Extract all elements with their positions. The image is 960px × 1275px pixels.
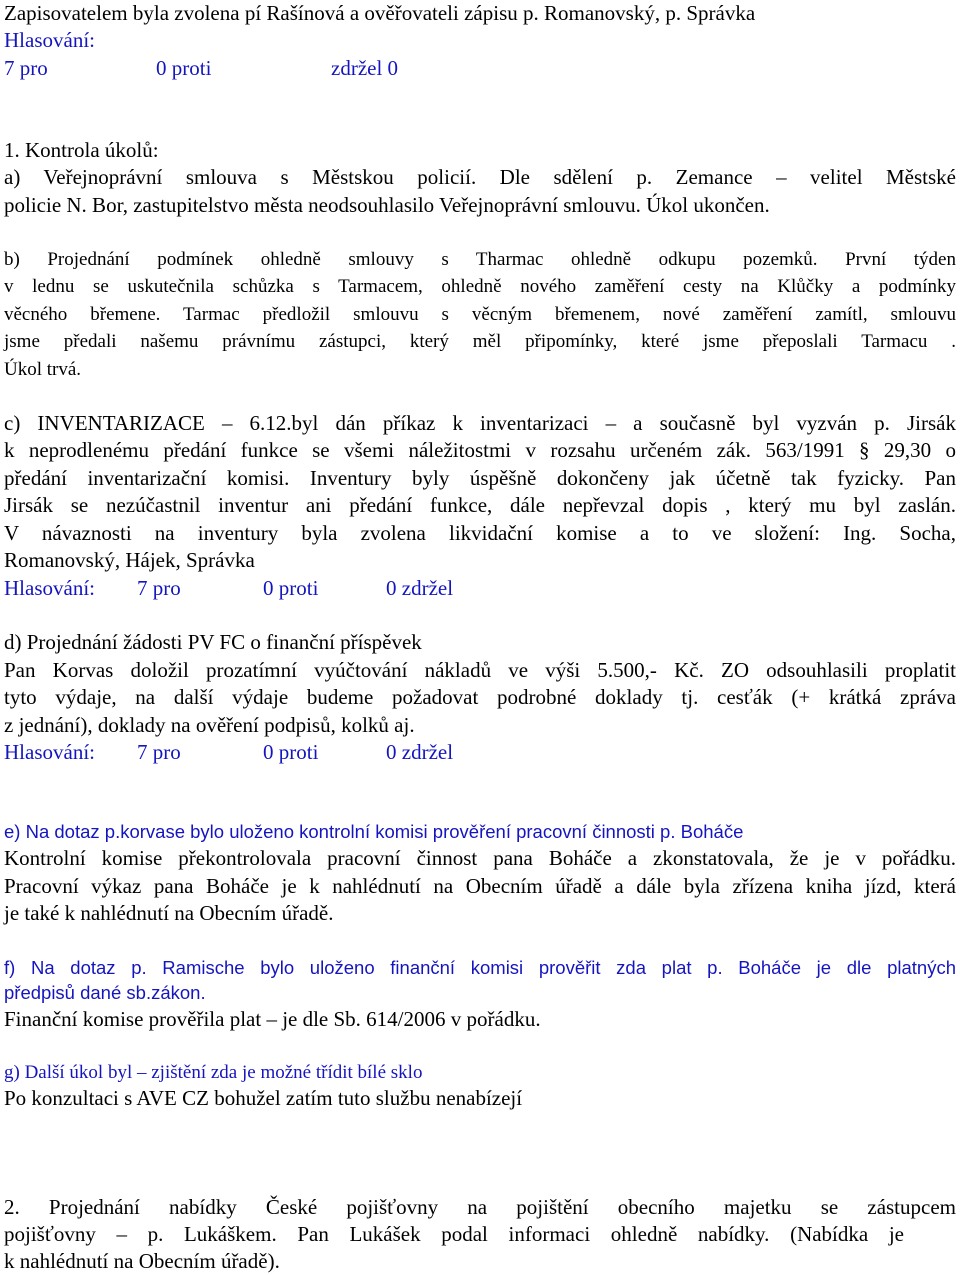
intro-text: Zapisovatelem byla zvolena pí Rašínová a ověřovateli zápisu p. Romanovský, p. Správka [4,1,756,25]
vote-1-label: Hlasování: [4,28,95,52]
item-c-line-6: Romanovský, Hájek, Správka [4,548,255,572]
item-b-line-4: jsme předali našemu právnímu zástupci, který měl připomínky, které jsme přeposlali Tarmacu . [4,331,956,352]
item-c-line-1: c) INVENTARIZACE – 6.12.byl dán příkaz k inventarizaci – a současně byl vyzván p. Jirsák [4,411,956,435]
item-e-line-2: Pracovní výkaz pana Boháče je k nahlédnutí na Obecním úřadě a dále byla zřízena kniha jízd, která [4,874,956,898]
vote-2 [4,575,604,602]
vote-1-pro: 7 pro [4,56,48,80]
section-2-line-3: k nahlédnutí na Obecním úřadě). [4,1249,280,1273]
item-a-line-2: policie N. Bor, zastupitelstvo města neodsouhlasilo Veřejnoprávní smlouvu. Úkol ukončen. [4,193,770,217]
item-f-title-line-2: předpisů dané sb.zákon. [4,982,206,1003]
item-c-line-4: Jirsák se nezúčastnil inventur ani předání funkce, dále nepřevzal dopis , který mu byl zaslán. [4,493,956,517]
item-a-line-1: a) Veřejnoprávní smlouva s Městskou policií. Dle sdělení p. Zemance – velitel Městské [4,165,956,189]
item-e-line-1: Kontrolní komise překontrolovala pracovní činnost pana Boháče a zkonstatovala, že je v pořádku. [4,846,956,870]
item-d-line-2: Pan Korvas doložil prozatímní vyúčtování nákladů ve výši 5.500,- Kč. ZO odsouhlasili proplatit [4,658,956,682]
vote-3-pro: 7 pro [137,740,181,764]
item-g-title: g) Další úkol byl – zjištění zda je možné třídit bílé sklo [4,1062,423,1083]
vote-2-proti: 0 proti [263,576,319,600]
item-b-line-3: věcného břemene. Tarmac předložil smlouvu s věcným břemenem, nové zaměření zamítl, smlouvu [4,304,956,325]
vote-1-proti: 0 proti [156,56,212,80]
item-b-line-5: Úkol trvá. [4,359,82,380]
item-d-line-4: z jednání), doklady na ověření podpisů, kolků aj. [4,713,415,737]
item-e-title: e) Na dotaz p.korvase bylo uloženo kontrolní komisi prověření pracovní činnosti p. Boháče [4,821,744,842]
vote-1-results [4,55,504,82]
item-c-line-5: V návaznosti na inventury byla zvolena likvidační komise a to ve složení: Ing. Socha, [4,521,956,545]
item-g-text: Po konzultaci s AVE CZ bohužel zatím tuto službu nenabízejí [4,1086,523,1110]
vote-2-pro: 7 pro [137,576,181,600]
section-2-line-1: 2. Projednání nabídky České pojišťovny na pojištění obecního majetku se zástupcem [4,1195,956,1219]
vote-3-proti: 0 proti [263,740,319,764]
vote-3 [4,739,604,766]
item-d-line-3: tyto výdaje, na další výdaje budeme požadovat podrobné doklady tj. cesťák (+ krátká zpráva [4,685,956,709]
vote-3-label: Hlasování: [4,740,95,764]
item-d-title: d) Projednání žádosti PV FC o finanční příspěvek [4,630,422,654]
item-b-line-2: v lednu se uskutečnila schůzka s Tarmacem, ohledně nového zaměření cesty na Klůčky a podmínky [4,276,956,297]
section-1-title: 1. Kontrola úkolů: [4,138,159,162]
vote-2-label: Hlasování: [4,576,95,600]
item-c-line-3: předání inventarizační komisi. Inventury byly úspěšně dokončeny jak účetně tak fyzicky. Pan [4,466,956,490]
vote-3-zdrzel: 0 zdržel [386,740,454,764]
item-b-line-1: b) Projednání podmínek ohledně smlouvy s Tharmac ohledně odkupu pozemků. První týden [4,249,956,270]
item-e-line-3: je také k nahlédnutí na Obecním úřadě. [4,901,334,925]
item-c-line-2: k neprodlenému předání funkce se všemi náležitostmi v rozsahu určeném zák. 563/1991 § 29,30 o [4,438,956,462]
item-f-text: Finanční komise prověřila plat – je dle Sb. 614/2006 v pořádku. [4,1007,541,1031]
item-f-title-line-1: f) Na dotaz p. Ramische bylo uloženo finanční komisi prověřit zda plat p. Boháče je dle platných [4,957,956,978]
section-2-line-2: pojišťovny – p. Lukáškem. Pan Lukášek podal informaci ohledně nabídky. (Nabídka je [4,1222,904,1246]
vote-1 [4,27,504,54]
vote-2-zdrzel: 0 zdržel [386,576,454,600]
vote-1-zdrzel: zdržel 0 [331,56,399,80]
